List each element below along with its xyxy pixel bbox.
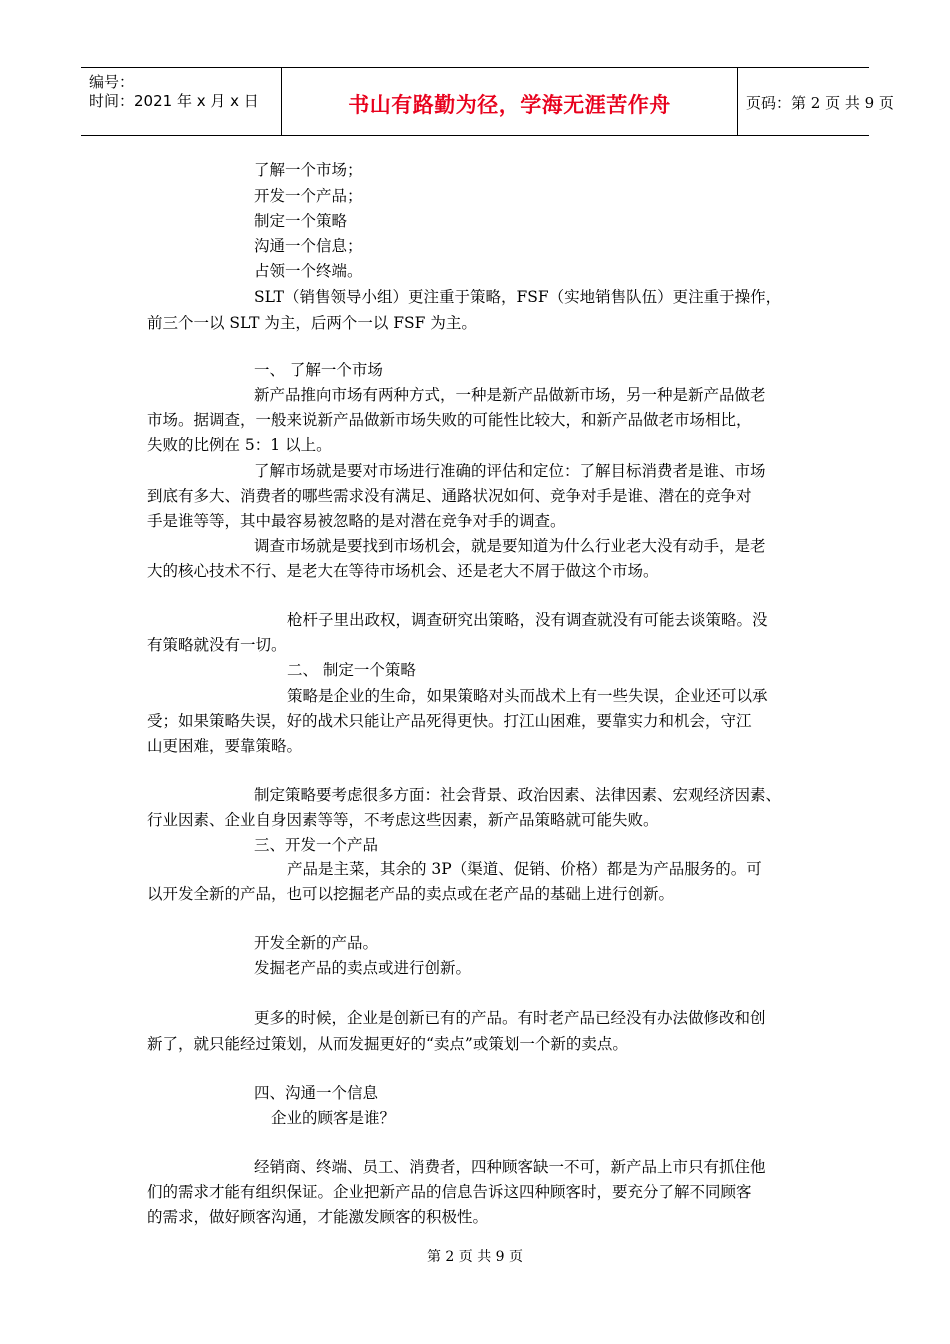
body-line: 山更困难，要靠策略。 — [147, 737, 303, 755]
document-number: 编号： — [89, 73, 135, 91]
body-line: 沟通一个信息； — [254, 237, 363, 255]
body-line: 到底有多大、消费者的哪些需求没有满足、通路状况如何、竞争对手是谁、潜在的竞争对 — [147, 487, 752, 505]
body-line: 行业因素、企业自身因素等等，不考虑这些因素，新产品策略就可能失败。 — [147, 811, 659, 829]
body-line: 受；如果策略失误，好的战术只能让产品死得更快。打江山困难，要靠实力和机会，守江 — [147, 712, 752, 730]
body-line: 新了，就只能经过策划，从而发掘更好的“卖点”或策划一个新的卖点。 — [147, 1035, 628, 1053]
body-line: 失败的比例在 5：1 以上。 — [147, 436, 332, 454]
section-heading: 一、 了解一个市场 — [254, 361, 383, 379]
body-line: 新产品推向市场有两种方式，一种是新产品做新市场，另一种是新产品做老 — [254, 386, 766, 404]
body-line: 产品是主菜，其余的 3P（渠道、促销、价格）都是为产品服务的。可 — [287, 860, 762, 878]
header-motto: 书山有路勤为径，学海无涯苦作舟 — [348, 93, 671, 117]
body-line: 以开发全新的产品，也可以挖掘老产品的卖点或在老产品的基础上进行创新。 — [147, 885, 675, 903]
body-line: 大的核心技术不行、是老大在等待市场机会、还是老大不屑于做这个市场。 — [147, 562, 659, 580]
document-date: 时间：2021 年 x 月 x 日 — [89, 92, 259, 110]
body-line: 前三个一以 SLT 为主，后两个一以 FSF 为主。 — [147, 314, 477, 332]
body-line: 开发一个产品； — [254, 187, 363, 205]
page-header — [81, 67, 894, 136]
body-line: 发掘老产品的卖点或进行创新。 — [254, 959, 472, 977]
header-meta-cell — [81, 68, 282, 135]
body-line: 占领一个终端。 — [254, 262, 363, 280]
body-line: SLT（销售领导小组）更注重于策略，FSF（实地销售队伍）更注重于操作， — [254, 288, 782, 306]
body-line: 们的需求才能有组织保证。企业把新产品的信息告诉这四种顾客时，要充分了解不同顾客 — [147, 1183, 752, 1201]
body-line: 调查市场就是要找到市场机会，就是要知道为什么行业老大没有动手，是老 — [254, 537, 766, 555]
body-line: 制定策略要考虑很多方面：社会背景、政治因素、法律因素、宏观经济因素、 — [254, 786, 782, 804]
body-line: 手是谁等等，其中最容易被忽略的是对潜在竞争对手的调查。 — [147, 512, 566, 530]
header-page-number: 页码：第 2 页 共 9 页 — [746, 94, 894, 112]
body-line: 开发全新的产品。 — [254, 934, 379, 952]
body-line: 了解市场就是要对市场进行准确的评估和定位：了解目标消费者是谁、市场 — [254, 462, 766, 480]
body-line: 枪杆子里出政权，调查研究出策略，没有调查就没有可能去谈策略。没 — [287, 611, 768, 629]
header-page-cell — [738, 68, 894, 135]
body-line: 的需求，做好顾客沟通，才能激发顾客的积极性。 — [147, 1208, 489, 1226]
section-heading: 二、 制定一个策略 — [287, 661, 416, 679]
body-line: 策略是企业的生命，如果策略对头而战术上有一些失误，企业还可以承 — [287, 687, 768, 705]
body-line: 了解一个市场； — [254, 161, 363, 179]
header-motto-cell — [282, 68, 738, 135]
body-line: 市场。据调查，一般来说新产品做新市场失败的可能性比较大，和新产品做老市场相比， — [147, 411, 752, 429]
page-footer: 第 2 页 共 9 页 — [426, 1249, 524, 1265]
body-line: 企业的顾客是谁？ — [271, 1109, 396, 1127]
body-line: 有策略就没有一切。 — [147, 636, 287, 654]
body-line: 制定一个策略 — [254, 212, 348, 230]
body-line: 经销商、终端、员工、消费者，四种顾客缺一不可，新产品上市只有抓住他 — [254, 1158, 766, 1176]
section-heading: 四、沟通一个信息 — [254, 1084, 379, 1102]
body-line: 更多的时候，企业是创新已有的产品。有时老产品已经没有办法做修改和创 — [254, 1009, 766, 1027]
section-heading: 三、开发一个产品 — [254, 836, 379, 854]
